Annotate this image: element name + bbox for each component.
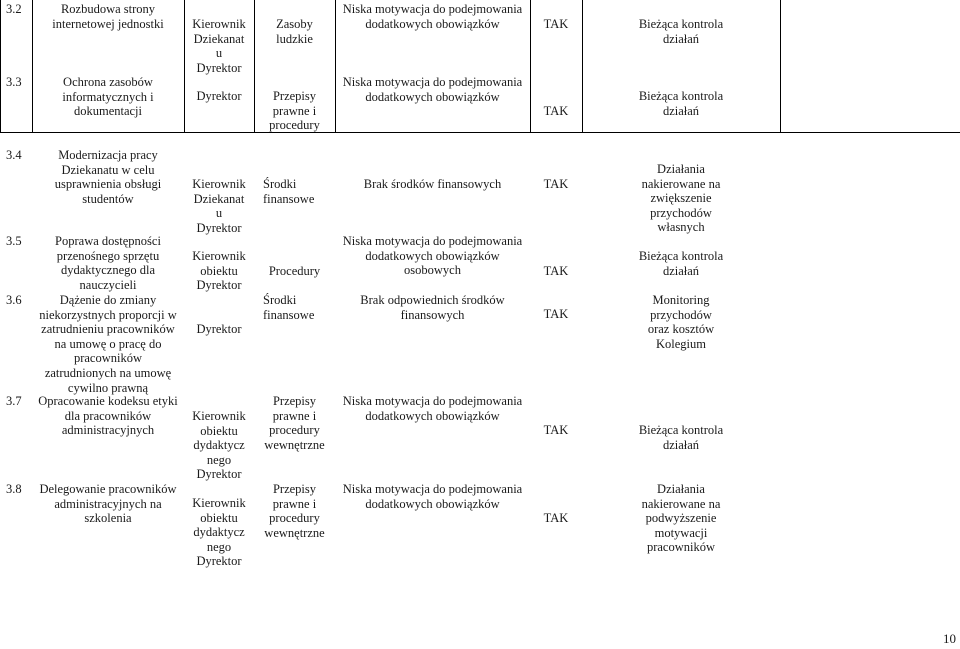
resources: Środki finansowe bbox=[263, 293, 315, 322]
risk: Niska motywacja do podejmowania dodatkowych obowiązków bbox=[342, 482, 523, 511]
row-number: 3.8 bbox=[6, 482, 22, 496]
resources: Przepisy prawne i procedury bbox=[269, 89, 320, 133]
acceptance: TAK bbox=[543, 177, 569, 191]
monitoring: Działania nakierowane na podwyższenie motywacji pracowników bbox=[641, 482, 721, 555]
grid-line bbox=[254, 0, 255, 132]
monitoring: Bieżąca kontrola działań bbox=[638, 89, 724, 118]
grid-line bbox=[780, 0, 781, 132]
monitoring: Monitoring przychodów oraz kosztów Kolegium bbox=[647, 293, 715, 351]
row-number: 3.6 bbox=[6, 293, 22, 307]
risk: Niska motywacja do podejmowania dodatkowych obowiązków bbox=[342, 394, 523, 423]
acceptance: TAK bbox=[543, 511, 569, 525]
monitoring: Działania nakierowane na zwiększenie przychodów własnych bbox=[641, 162, 721, 235]
risk: Niska motywacja do podejmowania dodatkowych obowiązków bbox=[342, 75, 523, 104]
risk: Brak odpowiednich środków finansowych bbox=[360, 293, 505, 322]
monitoring: Bieżąca kontrola działań bbox=[638, 249, 724, 278]
acceptance: TAK bbox=[543, 264, 569, 278]
monitoring: Bieżąca kontrola działań bbox=[638, 17, 724, 46]
task-name: Rozbudowa strony internetowej jednostki bbox=[52, 2, 164, 31]
responsible: Kierownik obiektu Dyrektor bbox=[192, 249, 246, 293]
row-number: 3.2 bbox=[6, 2, 22, 16]
responsible: Kierownik Dziekanat u Dyrektor bbox=[192, 177, 246, 235]
row-number: 3.5 bbox=[6, 234, 22, 248]
page-number: 10 bbox=[943, 631, 956, 646]
grid-line bbox=[0, 132, 960, 133]
monitoring: Bieżąca kontrola działań bbox=[638, 423, 724, 452]
grid-line bbox=[32, 0, 33, 132]
acceptance: TAK bbox=[543, 423, 569, 437]
resources: Przepisy prawne i procedury wewnętrzne bbox=[264, 482, 325, 540]
row-number: 3.3 bbox=[6, 75, 22, 89]
task-name: Delegowanie pracowników administracyjnych na szkolenia bbox=[39, 482, 177, 526]
resources: Procedury bbox=[268, 264, 321, 278]
risk: Niska motywacja do podejmowania dodatkowych obowiązków osobowych bbox=[342, 234, 523, 278]
task-name: Ochrona zasobów informatycznych i dokumentacji bbox=[62, 75, 154, 119]
grid-line bbox=[335, 0, 336, 132]
row-number: 3.4 bbox=[6, 148, 22, 162]
task-name: Modernizacja pracy Dziekanatu w celu usprawnienia obsługi studentów bbox=[54, 148, 162, 206]
acceptance: TAK bbox=[543, 104, 569, 118]
resources: Przepisy prawne i procedury wewnętrzne bbox=[264, 394, 325, 452]
task-name: Poprawa dostępności przenośnego sprzętu dydaktycznego dla nauczycieli bbox=[55, 234, 161, 292]
responsible: Kierownik obiektu dydaktycz nego Dyrektor bbox=[192, 409, 246, 482]
resources: Zasoby ludzkie bbox=[276, 17, 313, 46]
responsible: Dyrektor bbox=[196, 322, 242, 336]
responsible: Dyrektor bbox=[196, 89, 242, 103]
row-number: 3.7 bbox=[6, 394, 22, 408]
acceptance: TAK bbox=[543, 17, 569, 31]
grid-line bbox=[582, 0, 583, 132]
risk: Niska motywacja do podejmowania dodatkowych obowiązków bbox=[342, 2, 523, 31]
acceptance: TAK bbox=[543, 307, 569, 321]
grid-line bbox=[0, 0, 1, 132]
task-name: Opracowanie kodeksu etyki dla pracowników administracyjnych bbox=[38, 394, 178, 438]
resources: Środki finansowe bbox=[263, 177, 315, 206]
responsible: Kierownik obiektu dydaktycz nego Dyrektor bbox=[192, 496, 246, 569]
task-name: Dążenie do zmiany niekorzystnych proporcji w zatrudnieniu pracowników na umowę o pracę do pracowników zatrudnionych na umowę cywilno prawną bbox=[39, 293, 177, 395]
responsible: Kierownik Dziekanat u Dyrektor bbox=[192, 17, 246, 75]
risk: Brak środków finansowych bbox=[363, 177, 502, 191]
grid-line bbox=[184, 0, 185, 132]
grid-line bbox=[530, 0, 531, 132]
